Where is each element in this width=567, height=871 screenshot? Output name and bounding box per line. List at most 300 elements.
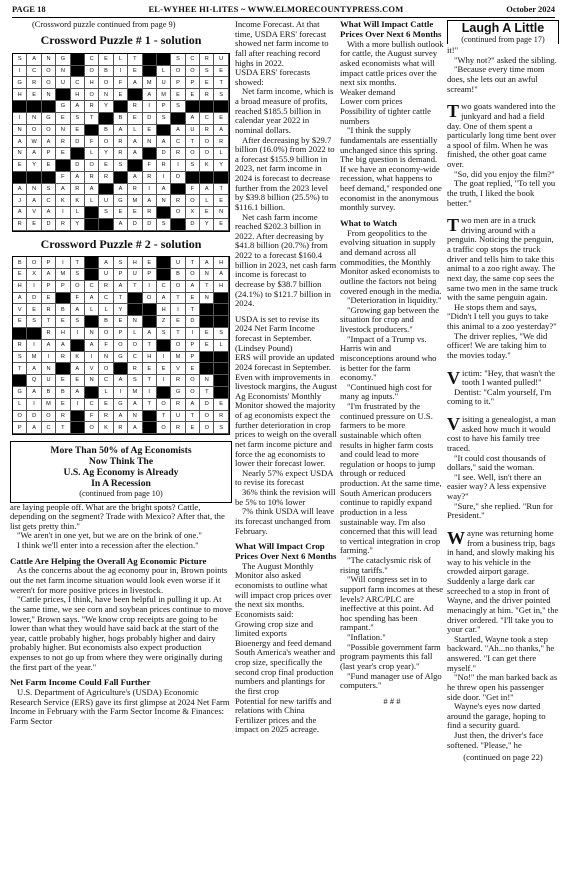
paragraph: 7% think USDA will leave its forecast unchanged from February. (235, 506, 335, 536)
crossword-black-square (214, 172, 228, 184)
crossword-letter-cell: U (99, 269, 113, 281)
crossword-letter-cell: D (171, 172, 185, 184)
crossword-letter-cell: N (157, 195, 171, 207)
crossword-letter-cell: O (186, 66, 200, 78)
crossword-letter-cell: L (85, 304, 99, 316)
crossword-letter-cell: O (186, 387, 200, 399)
crossword-letter-cell: T (128, 54, 142, 66)
crossword-letter-cell: S (157, 113, 171, 125)
paragraph: As the concerns about the ag economy pour in, Brown points out the net farm income situation would look even worse if it weren't for more positive prices in livestock. (10, 565, 228, 595)
crossword-letter-cell: A (128, 399, 142, 411)
crossword-letter-cell: A (114, 375, 128, 387)
crossword-letter-cell: L (128, 125, 142, 137)
crossword-letter-cell: A (71, 363, 85, 375)
column-1 (10, 20, 232, 861)
crossword-letter-cell: E (114, 316, 128, 328)
paragraph: Income Forecast. At that time, USDA ERS' forecast showed net farm income to fall after reaching record highs in 2022. (235, 20, 329, 68)
crossword-letter-cell: O (85, 89, 99, 101)
crossword-letter-cell: F (99, 340, 113, 352)
drop-cap: V (447, 367, 460, 388)
paragraph: Wayne's eyes now darted around the garage, hoping to find a security guard. (447, 701, 546, 731)
crossword-letter-cell: B (99, 125, 113, 137)
crossword-letter-cell: E (186, 363, 200, 375)
crossword-letter-cell: M (171, 352, 185, 364)
crossword-letter-cell: E (171, 89, 185, 101)
crossword-letter-cell: T (143, 375, 157, 387)
joke-paragraph (447, 529, 559, 635)
crossword-2-title: Crossword Puzzle # 2 - solution (40, 236, 202, 251)
crossword-letter-cell: A (56, 184, 70, 196)
crossword-letter-cell: B (56, 387, 70, 399)
crossword-letter-cell: U (99, 195, 113, 207)
crossword-black-square (214, 316, 228, 328)
crossword-letter-cell: M (56, 269, 70, 281)
crossword-letter-cell: F (85, 136, 99, 148)
crossword-letter-cell: I (114, 66, 128, 78)
crossword-letter-cell: S (214, 422, 228, 434)
crossword-letter-cell: O (200, 411, 214, 423)
joke-paragraph (447, 369, 559, 388)
crossword-letter-cell: L (99, 304, 113, 316)
crossword-letter-cell: B (13, 257, 27, 269)
crossword-letter-cell: U (214, 54, 228, 66)
crossword-letter-cell: T (200, 387, 214, 399)
crossword-black-square (171, 219, 185, 231)
crossword-black-square (143, 422, 157, 434)
crossword-letter-cell: C (27, 66, 41, 78)
paragraph: USDA is set to revise its 2024 Net Farm Income forecast in September. (Lindsey Pound) (235, 313, 320, 353)
paragraph: "So, did you enjoy the film?" (454, 168, 555, 179)
crossword-letter-cell: O (42, 66, 56, 78)
crossword-letter-cell: O (99, 77, 113, 89)
crossword-black-square (56, 160, 70, 172)
paragraph: After decreasing by $29.7 billion (16.0%) from 2022 to a forecast $155.9 billion in 2023, net farm income in 2024 is forecast to decrease further from the 2023 level by $39.8 billion (25.5%) to $116.1 billion. (235, 134, 335, 212)
section-subheading: What to Watch (340, 217, 398, 228)
crossword-letter-cell: S (114, 257, 128, 269)
crossword-letter-cell: E (13, 160, 27, 172)
crossword-letter-cell: T (214, 184, 228, 196)
joke-paragraph (447, 102, 559, 169)
crossword-black-square (200, 304, 214, 316)
crossword-1-title: Crossword Puzzle # 1 - solution (40, 33, 202, 48)
paragraph: "Inflation." (347, 632, 386, 643)
paragraph: "I think the supply fundamentals are essentially unchanged since this spring. The big question is demand. If we have an economy-wide recession, what happens to beef demand," responded one economist in the anonymous monthly survey. (340, 125, 442, 213)
crossword-letter-cell: I (157, 172, 171, 184)
paragraph: "Will congress set in to support farm incomes at these levels? ARC/PLC are ineffective at this point. Ad hoc spending has been rampant." (340, 574, 444, 633)
crossword-black-square (143, 66, 157, 78)
crossword-letter-cell: C (200, 113, 214, 125)
crossword-letter-cell: U (157, 77, 171, 89)
crossword-letter-cell: E (143, 363, 157, 375)
crossword-letter-cell: I (13, 66, 27, 78)
crossword-letter-cell: A (128, 148, 142, 160)
crossword-letter-cell: I (56, 257, 70, 269)
crossword-letter-cell: E (27, 304, 41, 316)
crossword-letter-cell: E (114, 89, 128, 101)
crossword-letter-cell: A (143, 89, 157, 101)
crossword-letter-cell: D (128, 219, 142, 231)
crossword-black-square (71, 340, 85, 352)
crossword-black-square (157, 125, 171, 137)
crossword-letter-cell: E (27, 89, 41, 101)
crossword-letter-cell: L (128, 328, 142, 340)
crossword-letter-cell: D (186, 219, 200, 231)
crossword-letter-cell: A (27, 387, 41, 399)
paragraph: Fertilizer prices and the impact on 2025 acreage. (235, 714, 319, 735)
crossword-black-square (171, 113, 185, 125)
paragraph: The goat replied, "To tell you the truth, I liked the book better." (447, 178, 556, 208)
crossword-letter-cell: P (186, 352, 200, 364)
crossword-letter-cell: V (85, 363, 99, 375)
crossword-letter-cell: D (186, 316, 200, 328)
article-body (10, 503, 232, 727)
crossword-letter-cell: R (214, 136, 228, 148)
paragraph: "No!" the man barked back as he threw open his passenger side door. "Get in!" (447, 672, 558, 702)
crossword-letter-cell: R (56, 352, 70, 364)
continued-note: (continued on page 22) (463, 752, 543, 763)
crossword-black-square (200, 363, 214, 375)
crossword-letter-cell: R (200, 125, 214, 137)
crossword-black-square (143, 304, 157, 316)
crossword-letter-cell: C (171, 136, 185, 148)
crossword-letter-cell: T (157, 411, 171, 423)
crossword-letter-cell: Z (157, 316, 171, 328)
crossword-letter-cell: T (186, 136, 200, 148)
paragraph-text: ayne was returning home from a business trip, bags in hand, and slowly making his way to his vehicle in the crowded airport garage. Suddenly a large dark car screeched to a stop in front of Wayne, and the driver pointed menacingly at him. "Get in," the driver ordered. "I'll take you to your car." (447, 527, 559, 635)
crossword-letter-cell: E (128, 66, 142, 78)
section-subheading: Net Farm Income Could Fall Further (10, 677, 151, 688)
article-body (235, 20, 337, 735)
crossword-letter-cell: S (27, 316, 41, 328)
paragraph: I think we'll enter into a recession after the election." (17, 540, 199, 550)
crossword-letter-cell: A (27, 195, 41, 207)
crossword-letter-cell: E (200, 340, 214, 352)
crossword-letter-cell: G (114, 399, 128, 411)
crossword-black-square (200, 101, 214, 113)
crossword-letter-cell: E (186, 422, 200, 434)
crossword-letter-cell: E (99, 399, 113, 411)
section-subheading: Cattle Are Helping the Overall Ag Economic Picture (10, 555, 207, 566)
crossword-letter-cell: N (143, 136, 157, 148)
crossword-black-square (157, 54, 171, 66)
crossword-letter-cell: G (13, 387, 27, 399)
crossword-letter-cell: C (85, 399, 99, 411)
crossword-letter-cell: H (214, 281, 228, 293)
crossword-letter-cell: H (128, 257, 142, 269)
crossword-letter-cell: H (157, 304, 171, 316)
crossword-letter-cell: Y (200, 219, 214, 231)
crossword-letter-cell: P (157, 101, 171, 113)
crossword-black-square (171, 184, 185, 196)
paragraph: "Growing gap between the situation for crop and livestock producers." (340, 304, 440, 335)
column-4 (447, 20, 559, 861)
crossword-letter-cell: A (157, 184, 171, 196)
crossword-letter-cell: V (171, 363, 185, 375)
crossword-letter-cell: G (171, 387, 185, 399)
paragraph: USDA ERS' forecasts showed: (235, 67, 311, 87)
crossword-letter-cell: A (143, 328, 157, 340)
crossword-letter-cell: A (128, 422, 142, 434)
crossword-letter-cell: A (85, 184, 99, 196)
laugh-a-little-heading (447, 20, 559, 44)
crossword-black-square (214, 363, 228, 375)
crossword-letter-cell: E (56, 113, 70, 125)
crossword-letter-cell: I (56, 207, 70, 219)
crossword-letter-cell: T (200, 281, 214, 293)
crossword-letter-cell: O (171, 340, 185, 352)
paragraph: Just then, the driver's face softened. "Please," he (447, 730, 544, 750)
crossword-letter-cell: I (143, 387, 157, 399)
crossword-letter-cell: L (214, 340, 228, 352)
crossword-letter-cell: E (99, 54, 113, 66)
crossword-letter-cell: A (128, 77, 142, 89)
crossword-letter-cell: N (200, 293, 214, 305)
crossword-letter-cell: E (42, 293, 56, 305)
crossword-black-square (13, 375, 27, 387)
crossword-letter-cell: C (99, 293, 113, 305)
crossword-letter-cell: O (200, 148, 214, 160)
crossword-black-square (128, 89, 142, 101)
crossword-black-square (13, 328, 27, 340)
paragraph: The driver replies, "We did officer! We are taking him to the movies today." (447, 330, 548, 360)
crossword-letter-cell: M (157, 89, 171, 101)
crossword-black-square (42, 172, 56, 184)
paragraph: "I'm frustrated by the continued pressure on U.S. farmers to be more sustainable which often results in higher farm costs and could lead to more regulation or hoops to jump through or reduced production. At the same time, South American producers continue to rapidly expand production in a less sustainable way. I'm also concerned that this will lead to vertical integration in crop farming." (340, 401, 442, 556)
crossword-black-square (85, 219, 99, 231)
crossword-letter-cell: R (157, 160, 171, 172)
crossword-black-square (27, 328, 41, 340)
crossword-letter-cell: F (186, 184, 200, 196)
paragraph: Weaker demand (340, 86, 396, 97)
crossword-letter-cell: O (42, 125, 56, 137)
crossword-letter-cell: S (214, 328, 228, 340)
crossword-black-square (200, 316, 214, 328)
crossword-letter-cell: O (13, 411, 27, 423)
crossword-letter-cell: I (143, 281, 157, 293)
crossword-letter-cell: T (56, 422, 70, 434)
crossword-letter-cell: R (171, 422, 185, 434)
crossword-black-square (114, 101, 128, 113)
paragraph-text: wo men are in a truck driving around with a penguin. Noticing the penguin, a traffic cop stops the truck driver and tells him to take this animal to a zoo right away. The next day, the same cop sees the same two men in the same truck with the same penguin again. (447, 215, 558, 303)
crossword-letter-cell: D (71, 160, 85, 172)
crossword-black-square (157, 269, 171, 281)
crossword-black-square (56, 89, 70, 101)
crossword-letter-cell: P (114, 269, 128, 281)
crossword-letter-cell: I (71, 399, 85, 411)
paragraph: it!" (447, 45, 459, 56)
section-subheading: What Will Impact Cattle Prices Over Next 6 Months (340, 20, 442, 39)
crossword-letter-cell: R (56, 219, 70, 231)
crossword-letter-cell: O (157, 422, 171, 434)
crossword-black-square (27, 172, 41, 184)
drop-cap: W (447, 527, 465, 548)
paragraph: "Impact of a Trump vs. Harris win and misconceptions around who is better for the farm economy." (340, 333, 437, 383)
crossword-letter-cell: U (171, 411, 185, 423)
crossword-letter-cell: R (13, 219, 27, 231)
crossword-letter-cell: P (42, 257, 56, 269)
crossword-letter-cell: N (27, 113, 41, 125)
crossword-letter-cell: A (71, 304, 85, 316)
crossword-letter-cell: P (42, 281, 56, 293)
crossword-letter-cell: R (13, 340, 27, 352)
crossword-letter-cell: L (200, 195, 214, 207)
crossword-black-square (214, 101, 228, 113)
crossword-letter-cell: A (157, 293, 171, 305)
page-header (12, 4, 555, 18)
crossword-letter-cell: A (171, 125, 185, 137)
crossword-letter-cell: M (42, 399, 56, 411)
crossword-letter-cell: N (99, 352, 113, 364)
crossword-letter-cell: I (157, 352, 171, 364)
crossword-letter-cell: S (13, 54, 27, 66)
crossword-2-grid (12, 256, 230, 435)
crossword-letter-cell: E (157, 363, 171, 375)
crossword-letter-cell: A (27, 148, 41, 160)
crossword-letter-cell: O (27, 257, 41, 269)
crossword-letter-cell: G (56, 54, 70, 66)
crossword-letter-cell: A (114, 411, 128, 423)
crossword-letter-cell: R (56, 411, 70, 423)
crossword-letter-cell: K (71, 195, 85, 207)
crossword-letter-cell: P (143, 269, 157, 281)
crossword-letter-cell: R (27, 77, 41, 89)
crossword-letter-cell: A (27, 54, 41, 66)
paragraph: "Continued high cost for many ag inputs." (340, 381, 432, 402)
crossword-letter-cell: A (114, 125, 128, 137)
crossword-letter-cell: V (13, 304, 27, 316)
crossword-letter-cell: E (13, 269, 27, 281)
crossword-letter-cell: T (114, 293, 128, 305)
crossword-letter-cell: C (99, 375, 113, 387)
crossword-letter-cell: K (99, 422, 113, 434)
joke-paragraph (447, 415, 559, 454)
crossword-letter-cell: N (42, 89, 56, 101)
crossword-letter-cell: F (56, 172, 70, 184)
crossword-letter-cell: R (99, 411, 113, 423)
crossword-letter-cell: I (85, 352, 99, 364)
paragraph: "Deterioration in liquidity." (347, 295, 442, 306)
crossword-letter-cell: O (71, 281, 85, 293)
crossword-letter-cell: N (13, 148, 27, 160)
crossword-letter-cell: I (42, 352, 56, 364)
paragraph: U.S. Department of Agriculture's (USDA) Economic Research Service (ERS) gave its first glimpse at 2024 Net Farm Income in February with the Farm Sector Income & Finances: Farm Sector (10, 687, 230, 727)
crossword-letter-cell: H (214, 257, 228, 269)
crossword-letter-cell: S (99, 207, 113, 219)
crossword-continued-note: (Crossword puzzle continued from page 9) (32, 20, 176, 29)
crossword-letter-cell: M (128, 195, 142, 207)
crossword-letter-cell: A (214, 125, 228, 137)
crossword-black-square (56, 293, 70, 305)
crossword-letter-cell: D (143, 113, 157, 125)
crossword-letter-cell: C (186, 54, 200, 66)
crossword-black-square (85, 316, 99, 328)
crossword-black-square (214, 304, 228, 316)
crossword-letter-cell: O (186, 195, 200, 207)
crossword-letter-cell: D (71, 136, 85, 148)
crossword-letter-cell: R (171, 148, 185, 160)
crossword-letter-cell: A (99, 257, 113, 269)
crossword-black-square (214, 375, 228, 387)
crossword-letter-cell: O (171, 66, 185, 78)
crossword-letter-cell: A (114, 219, 128, 231)
crossword-letter-cell: O (99, 363, 113, 375)
paragraph: Lower corn prices (340, 96, 403, 107)
crossword-letter-cell: A (42, 207, 56, 219)
paragraph: From geopolitics to the evolving situation in supply and demand across all commodities, the Monthly Monitor asked economists to outline the factors not being covered enough in the media. (340, 227, 442, 296)
crossword-letter-cell: E (56, 399, 70, 411)
crossword-letter-cell: C (128, 352, 142, 364)
crossword-letter-cell: S (171, 101, 185, 113)
crossword-letter-cell: R (99, 281, 113, 293)
crossword-letter-cell: A (186, 113, 200, 125)
crossword-black-square (214, 352, 228, 364)
crossword-letter-cell: L (214, 148, 228, 160)
crossword-letter-cell: C (42, 195, 56, 207)
crossword-letter-cell: L (85, 148, 99, 160)
paragraph: Bioenergy and feed demand (235, 637, 332, 648)
crossword-letter-cell: O (186, 269, 200, 281)
crossword-letter-cell: M (27, 352, 41, 364)
crossword-letter-cell: G (114, 352, 128, 364)
crossword-black-square (214, 293, 228, 305)
crossword-letter-cell: T (186, 304, 200, 316)
crossword-letter-cell: F (114, 77, 128, 89)
crossword-letter-cell: N (42, 363, 56, 375)
crossword-letter-cell: R (114, 136, 128, 148)
crossword-letter-cell: I (71, 328, 85, 340)
crossword-letter-cell: R (143, 172, 157, 184)
article-body (340, 20, 444, 706)
crossword-black-square (85, 257, 99, 269)
crossword-letter-cell: E (128, 113, 142, 125)
crossword-letter-cell: E (114, 207, 128, 219)
crossword-letter-cell: R (214, 411, 228, 423)
crossword-letter-cell: A (42, 340, 56, 352)
crossword-letter-cell: L (99, 387, 113, 399)
column-3 (340, 20, 444, 861)
crossword-letter-cell: U (186, 125, 200, 137)
crossword-letter-cell: R (128, 184, 142, 196)
crossword-black-square (85, 125, 99, 137)
crossword-letter-cell: E (214, 195, 228, 207)
crossword-letter-cell: V (27, 207, 41, 219)
crossword-letter-cell: E (71, 125, 85, 137)
crossword-letter-cell: I (171, 304, 185, 316)
crossword-letter-cell: T (143, 399, 157, 411)
crossword-black-square (71, 148, 85, 160)
crossword-letter-cell: I (143, 184, 157, 196)
crossword-letter-cell: A (85, 340, 99, 352)
crossword-letter-cell: B (114, 113, 128, 125)
crossword-letter-cell: L (71, 207, 85, 219)
crossword-letter-cell: E (143, 257, 157, 269)
crossword-letter-cell: D (143, 219, 157, 231)
crossword-letter-cell: A (71, 101, 85, 113)
article-end-mark: # # # (383, 695, 401, 706)
crossword-black-square (114, 172, 128, 184)
crossword-letter-cell: D (157, 148, 171, 160)
paragraph: "Fund manager use of Algo computers." (340, 670, 442, 691)
crossword-letter-cell: U (56, 77, 70, 89)
crossword-letter-cell: L (13, 399, 27, 411)
publication-title: EL-WYHEE HI-LITES ~ WWW.ELMORECOUNTYPRESS.COM (148, 3, 404, 14)
crossword-1-grid (12, 53, 230, 232)
paragraph: "It could cost thousands of dollars," said the woman. (447, 452, 546, 473)
crossword-letter-cell: E (214, 219, 228, 231)
crossword-black-square (186, 172, 200, 184)
paragraph: 36% think the revision will be 5% to 10% lower (235, 487, 336, 507)
crossword-letter-cell: N (27, 184, 41, 196)
